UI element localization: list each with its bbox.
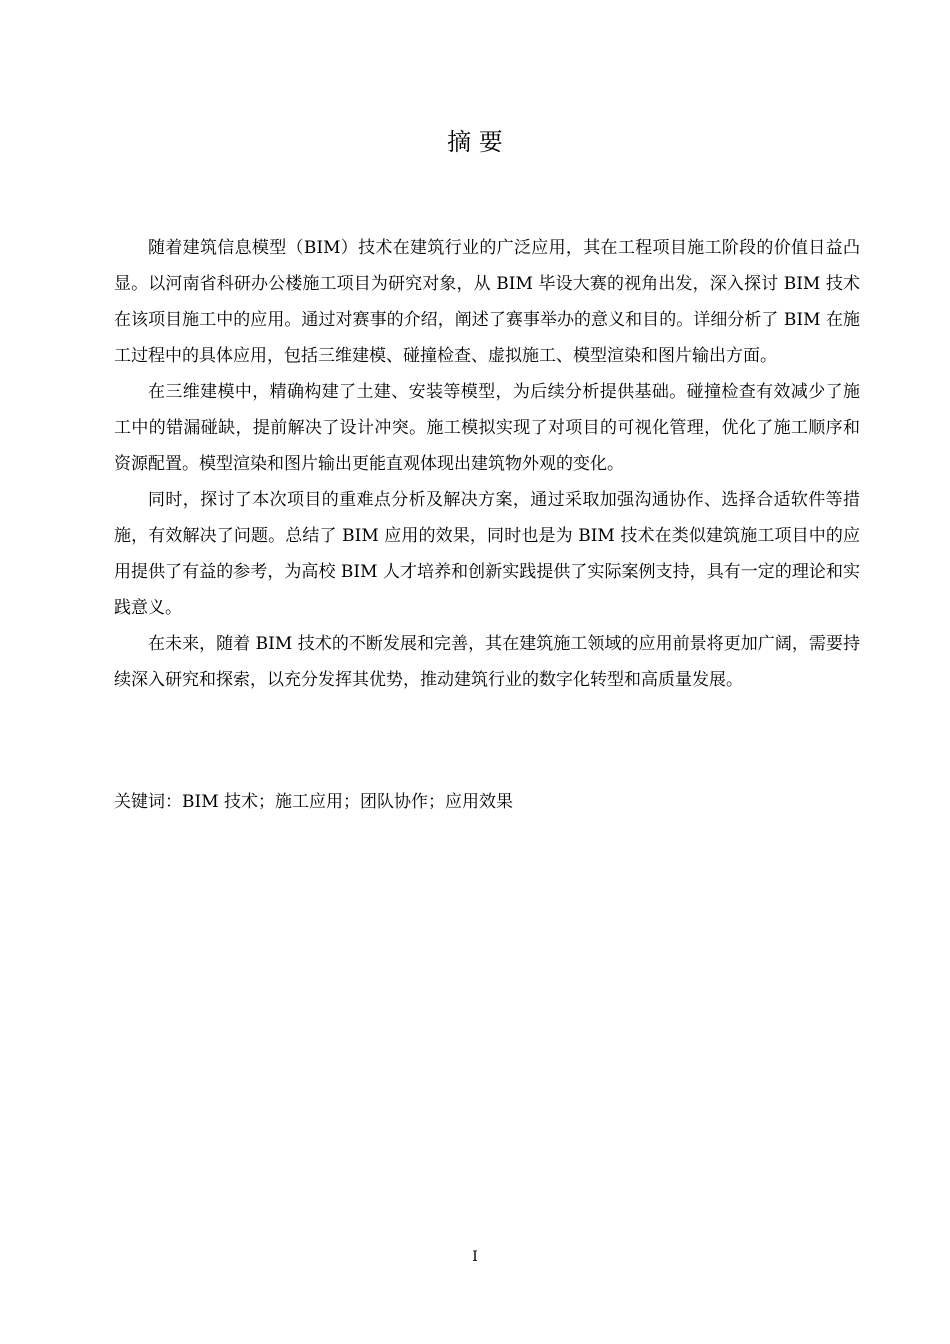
abstract-paragraph-2: 在三维建模中，精确构建了土建、安装等模型，为后续分析提供基础。碰撞检查有效减少了施工中的错漏碰缺，提前解决了设计冲突。施工模拟实现了对项目的可视化管理，优化了施工顺序和资源配置。模型渲染和图片输出更能直观体现出建筑物外观的变化。 xyxy=(114,382,860,474)
abstract-paragraph-1: 随着建筑信息模型（BIM）技术在建筑行业的广泛应用，其在工程项目施工阶段的价值日益凸显。以河南省科研办公楼施工项目为研究对象，从 BIM 毕设大赛的视角出发，深入探讨 BIM 技术在该项目施工中的应用。通过对赛事的介绍，阐述了赛事举办的意义和目的。详细分析了 BIM 在施工过程中的具体应用，包括三维建模、碰撞检查、虚拟施工、模型渲染和图片输出方面。 xyxy=(114,238,860,366)
page-title: 摘 要 xyxy=(447,128,503,156)
keywords-line xyxy=(114,786,860,818)
keywords-text: BIM 技术；施工应用；团队协作；应用效果 xyxy=(182,792,514,812)
page-number: I xyxy=(472,1249,478,1265)
abstract-body xyxy=(114,230,860,698)
abstract-paragraph-4: 在未来，随着 BIM 技术的不断发展和完善，其在建筑施工领域的应用前景将更加广阔，需要持续深入研究和探索，以充分发挥其优势，推动建筑行业的数字化转型和高质量发展。 xyxy=(114,634,860,690)
keywords-label: 关键词： xyxy=(114,792,182,812)
abstract-paragraph-3: 同时，探讨了本次项目的重难点分析及解决方案，通过采取加强沟通协作、选择合适软件等措施，有效解决了问题。总结了 BIM 应用的效果，同时也是为 BIM 技术在类似建筑施工项目中的应用提供了有益的参考，为高校 BIM 人才培养和创新实践提供了实际案例支持，具有一定的理论和实践意义。 xyxy=(114,490,860,618)
